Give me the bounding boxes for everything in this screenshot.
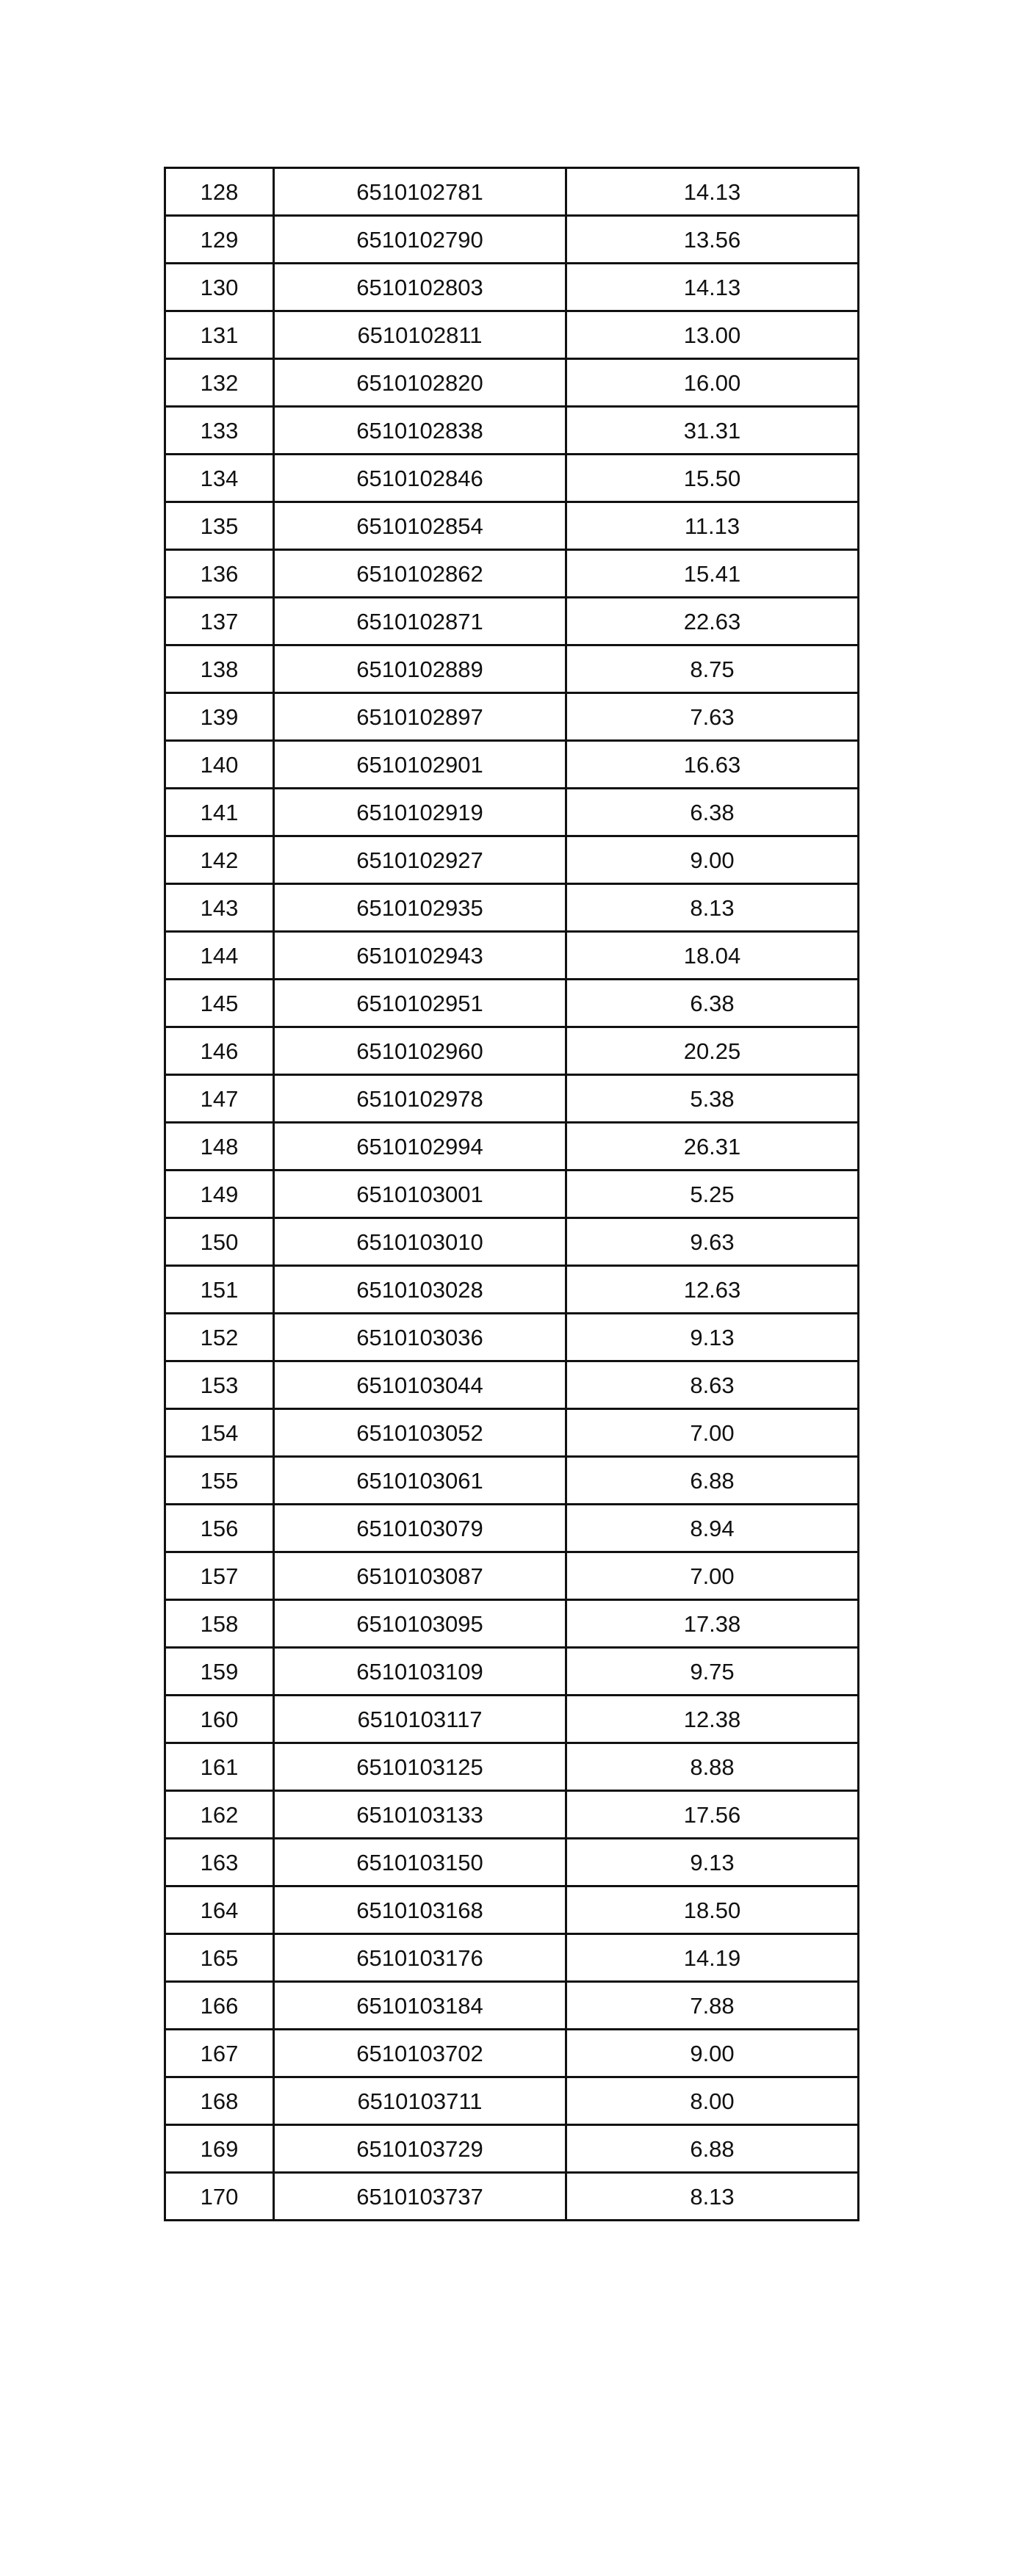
score-cell: 15.50 [566, 455, 859, 502]
student-id-cell: 6510102951 [274, 980, 566, 1027]
student-id-cell: 6510103176 [274, 1934, 566, 1982]
table-row [165, 407, 859, 455]
student-id-cell: 6510102820 [274, 359, 566, 407]
student-id-cell: 6510102935 [274, 884, 566, 932]
table-row [165, 1409, 859, 1457]
student-id-cell: 6510103044 [274, 1361, 566, 1409]
student-id-cell: 6510102838 [274, 407, 566, 455]
row-number-cell: 155 [165, 1457, 274, 1505]
score-cell: 9.00 [566, 2030, 859, 2077]
row-number-cell: 140 [165, 741, 274, 789]
row-number-cell: 131 [165, 311, 274, 359]
table-row [165, 1361, 859, 1409]
student-id-cell: 6510102803 [274, 264, 566, 311]
score-cell: 22.63 [566, 598, 859, 645]
score-cell: 9.63 [566, 1218, 859, 1266]
row-number-cell: 132 [165, 359, 274, 407]
row-number-cell: 133 [165, 407, 274, 455]
score-cell: 16.00 [566, 359, 859, 407]
student-id-cell: 6510103168 [274, 1886, 566, 1934]
row-number-cell: 144 [165, 932, 274, 980]
row-number-cell: 162 [165, 1791, 274, 1839]
table-row [165, 1075, 859, 1123]
student-id-cell: 6510103087 [274, 1552, 566, 1600]
table-row [165, 359, 859, 407]
score-cell: 8.63 [566, 1361, 859, 1409]
score-cell: 13.56 [566, 216, 859, 264]
score-cell: 9.13 [566, 1839, 859, 1886]
student-id-cell: 6510102943 [274, 932, 566, 980]
score-cell: 18.04 [566, 932, 859, 980]
student-id-cell: 6510103729 [274, 2125, 566, 2173]
student-id-cell: 6510103001 [274, 1171, 566, 1218]
student-id-cell: 6510102901 [274, 741, 566, 789]
student-id-cell: 6510102781 [274, 168, 566, 216]
student-id-cell: 6510102927 [274, 836, 566, 884]
score-cell: 14.19 [566, 1934, 859, 1982]
row-number-cell: 134 [165, 455, 274, 502]
table-body [165, 168, 859, 2221]
table-row [165, 311, 859, 359]
row-number-cell: 142 [165, 836, 274, 884]
row-number-cell: 129 [165, 216, 274, 264]
table-row [165, 1505, 859, 1552]
student-id-cell: 6510103125 [274, 1743, 566, 1791]
row-number-cell: 167 [165, 2030, 274, 2077]
score-cell: 9.00 [566, 836, 859, 884]
score-cell: 9.13 [566, 1314, 859, 1361]
table-row [165, 789, 859, 836]
student-id-cell: 6510103711 [274, 2077, 566, 2125]
score-cell: 12.38 [566, 1696, 859, 1743]
student-id-cell: 6510102854 [274, 502, 566, 550]
table-row [165, 2125, 859, 2173]
row-number-cell: 163 [165, 1839, 274, 1886]
table-row [165, 1027, 859, 1075]
row-number-cell: 160 [165, 1696, 274, 1743]
student-id-cell: 6510103095 [274, 1600, 566, 1648]
score-cell: 11.13 [566, 502, 859, 550]
table-row [165, 1839, 859, 1886]
score-cell: 5.38 [566, 1075, 859, 1123]
score-cell: 8.94 [566, 1505, 859, 1552]
row-number-cell: 164 [165, 1886, 274, 1934]
table-row [165, 598, 859, 645]
row-number-cell: 147 [165, 1075, 274, 1123]
student-id-cell: 6510103036 [274, 1314, 566, 1361]
table-row [165, 836, 859, 884]
student-id-cell: 6510103061 [274, 1457, 566, 1505]
table-row [165, 1934, 859, 1982]
table-row [165, 455, 859, 502]
table-row [165, 1457, 859, 1505]
row-number-cell: 166 [165, 1982, 274, 2030]
student-id-cell: 6510102811 [274, 311, 566, 359]
score-cell: 12.63 [566, 1266, 859, 1314]
student-id-cell: 6510103150 [274, 1839, 566, 1886]
row-number-cell: 145 [165, 980, 274, 1027]
student-id-cell: 6510103079 [274, 1505, 566, 1552]
table-row [165, 884, 859, 932]
row-number-cell: 135 [165, 502, 274, 550]
table-row [165, 980, 859, 1027]
row-number-cell: 148 [165, 1123, 274, 1171]
row-number-cell: 153 [165, 1361, 274, 1409]
score-cell: 8.88 [566, 1743, 859, 1791]
score-cell: 18.50 [566, 1886, 859, 1934]
row-number-cell: 157 [165, 1552, 274, 1600]
student-id-cell: 6510103109 [274, 1648, 566, 1696]
table-row [165, 1696, 859, 1743]
student-id-cell: 6510103184 [274, 1982, 566, 2030]
row-number-cell: 149 [165, 1171, 274, 1218]
score-cell: 8.75 [566, 645, 859, 693]
row-number-cell: 158 [165, 1600, 274, 1648]
student-id-cell: 6510103010 [274, 1218, 566, 1266]
score-cell: 16.63 [566, 741, 859, 789]
table-row [165, 741, 859, 789]
row-number-cell: 156 [165, 1505, 274, 1552]
score-cell: 14.13 [566, 168, 859, 216]
score-cell: 17.56 [566, 1791, 859, 1839]
table-row [165, 645, 859, 693]
row-number-cell: 170 [165, 2173, 274, 2221]
score-cell: 26.31 [566, 1123, 859, 1171]
row-number-cell: 150 [165, 1218, 274, 1266]
row-number-cell: 151 [165, 1266, 274, 1314]
table-row [165, 1600, 859, 1648]
row-number-cell: 141 [165, 789, 274, 836]
student-id-cell: 6510103028 [274, 1266, 566, 1314]
score-cell: 6.38 [566, 980, 859, 1027]
score-cell: 8.13 [566, 884, 859, 932]
student-id-cell: 6510103052 [274, 1409, 566, 1457]
row-number-cell: 128 [165, 168, 274, 216]
table-row [165, 2030, 859, 2077]
score-cell: 7.00 [566, 1409, 859, 1457]
student-id-cell: 6510103737 [274, 2173, 566, 2221]
table-row [165, 2077, 859, 2125]
student-id-cell: 6510103133 [274, 1791, 566, 1839]
student-id-cell: 6510103702 [274, 2030, 566, 2077]
student-id-cell: 6510102790 [274, 216, 566, 264]
row-number-cell: 139 [165, 693, 274, 741]
score-cell: 15.41 [566, 550, 859, 598]
table-row [165, 1552, 859, 1600]
score-cell: 7.00 [566, 1552, 859, 1600]
table-row [165, 1886, 859, 1934]
row-number-cell: 165 [165, 1934, 274, 1982]
row-number-cell: 137 [165, 598, 274, 645]
student-id-cell: 6510102994 [274, 1123, 566, 1171]
student-id-cell: 6510102978 [274, 1075, 566, 1123]
row-number-cell: 159 [165, 1648, 274, 1696]
row-number-cell: 168 [165, 2077, 274, 2125]
score-cell: 7.63 [566, 693, 859, 741]
score-cell: 17.38 [566, 1600, 859, 1648]
table-row [165, 2173, 859, 2221]
table-row [165, 550, 859, 598]
table-row [165, 1171, 859, 1218]
score-cell: 6.88 [566, 2125, 859, 2173]
score-cell: 6.88 [566, 1457, 859, 1505]
student-id-cell: 6510102862 [274, 550, 566, 598]
student-id-cell: 6510103117 [274, 1696, 566, 1743]
student-id-cell: 6510102960 [274, 1027, 566, 1075]
score-cell: 14.13 [566, 264, 859, 311]
row-number-cell: 169 [165, 2125, 274, 2173]
row-number-cell: 143 [165, 884, 274, 932]
row-number-cell: 136 [165, 550, 274, 598]
row-number-cell: 138 [165, 645, 274, 693]
table-row [165, 1982, 859, 2030]
table-row [165, 1648, 859, 1696]
score-cell: 8.00 [566, 2077, 859, 2125]
row-number-cell: 161 [165, 1743, 274, 1791]
score-cell: 7.88 [566, 1982, 859, 2030]
row-number-cell: 130 [165, 264, 274, 311]
table-row [165, 1218, 859, 1266]
student-id-cell: 6510102846 [274, 455, 566, 502]
score-cell: 20.25 [566, 1027, 859, 1075]
student-id-cell: 6510102889 [274, 645, 566, 693]
student-id-cell: 6510102919 [274, 789, 566, 836]
score-cell: 31.31 [566, 407, 859, 455]
table-row [165, 932, 859, 980]
row-number-cell: 146 [165, 1027, 274, 1075]
table-row [165, 1123, 859, 1171]
table-row [165, 1314, 859, 1361]
table-row [165, 264, 859, 311]
row-number-cell: 152 [165, 1314, 274, 1361]
table-row [165, 216, 859, 264]
score-cell: 6.38 [566, 789, 859, 836]
row-number-cell: 154 [165, 1409, 274, 1457]
table-row [165, 1791, 859, 1839]
score-cell: 5.25 [566, 1171, 859, 1218]
table-row [165, 168, 859, 216]
table-row [165, 693, 859, 741]
data-table [164, 167, 859, 2221]
student-id-cell: 6510102871 [274, 598, 566, 645]
score-cell: 8.13 [566, 2173, 859, 2221]
student-id-cell: 6510102897 [274, 693, 566, 741]
score-cell: 9.75 [566, 1648, 859, 1696]
table-row [165, 502, 859, 550]
table-row [165, 1266, 859, 1314]
score-cell: 13.00 [566, 311, 859, 359]
table-row [165, 1743, 859, 1791]
